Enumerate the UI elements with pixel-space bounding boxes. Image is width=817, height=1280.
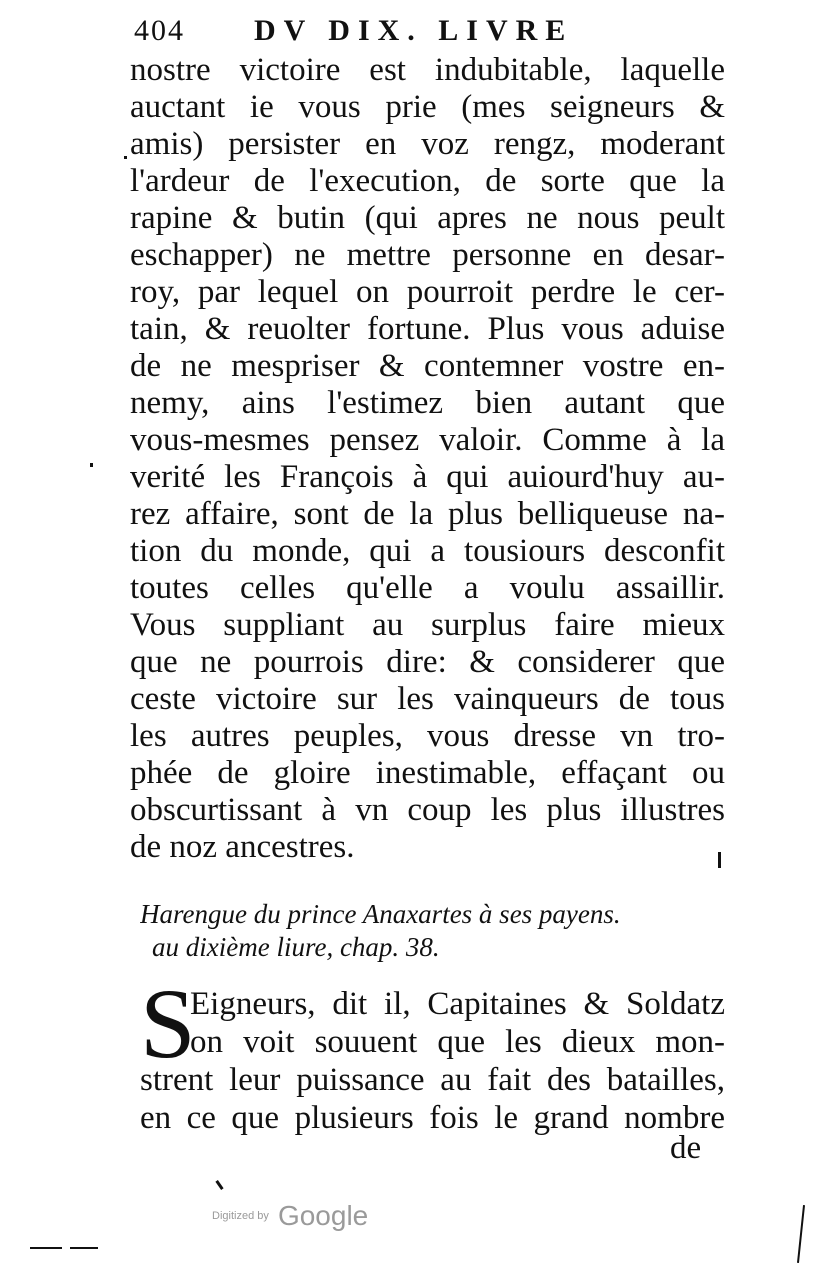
scan-artifact — [124, 156, 127, 159]
text-line: tion du monde, qui a tousiours desconfit — [130, 533, 725, 569]
text-line: Eigneurs, dit il, Capitaines & Soldatz — [190, 986, 725, 1022]
text-line: amis) persister en voz rengz, moderant — [130, 126, 725, 162]
text-line: rez affaire, sont de la plus belliqueuse na- — [130, 496, 725, 532]
text-line: de noz ancestres. — [130, 829, 355, 865]
text-line: roy, par lequel on pourroit perdre le cer- — [130, 274, 725, 310]
digitized-watermark — [212, 1200, 368, 1232]
text-line: l'ardeur de l'execution, de sorte que la — [130, 163, 725, 199]
drop-cap: S — [140, 968, 196, 1079]
text-line: que ne pourrois dire: & considerer que — [130, 644, 725, 680]
speech-paragraph — [140, 968, 725, 1137]
scan-artifact — [797, 1205, 805, 1263]
text-line: les autres peuples, vous dresse vn tro- — [130, 718, 725, 754]
text-line: obscurtissant à vn coup les plus illustres — [130, 792, 725, 828]
text-line: on voit souuent que les dieux mon- — [190, 1024, 725, 1060]
text-line: tain, & reuolter fortune. Plus vous aduise — [130, 311, 725, 347]
text-line: ceste victoire sur les vainqueurs de tous — [130, 681, 725, 717]
heading-line: Harengue du prince Anaxartes à ses payens. — [140, 899, 621, 929]
text-line: strent leur puissance au fait des batailles, — [140, 1062, 725, 1098]
catchword: de — [670, 1130, 702, 1166]
text-line: toutes celles qu'elle a voulu assaillir. — [130, 570, 725, 606]
scan-artifact — [90, 463, 93, 467]
text-line: phée de gloire inestimable, effaçant ou — [130, 755, 725, 791]
scan-artifact — [70, 1247, 98, 1249]
text-line: nostre victoire est indubitable, laquelle — [130, 52, 725, 88]
text-line: eschapper) ne mettre personne en desar- — [130, 237, 725, 273]
watermark-prefix: Digitized by — [212, 1210, 269, 1222]
scan-artifact — [215, 1180, 223, 1190]
text-line: verité les François à qui auiourd'huy au- — [130, 459, 725, 495]
scan-artifact — [718, 852, 721, 868]
text-line: de ne mespriser & contemner vostre en- — [130, 348, 725, 384]
text-line: auctant ie vous prie (mes seigneurs & — [130, 89, 725, 125]
scan-artifact — [30, 1247, 62, 1249]
google-logo: Google — [277, 1200, 369, 1231]
heading-line: au dixième liure, chap. 38. — [152, 932, 440, 962]
body-paragraph — [130, 52, 725, 866]
section-heading — [140, 898, 725, 964]
text-line: rapine & butin (qui apres ne nous peult — [130, 200, 725, 236]
text-line: Vous suppliant au surplus faire mieux — [130, 607, 725, 643]
text-line: vous-mesmes pensez valoir. Comme à la — [130, 422, 725, 458]
running-head: DV DIX. LIVRE — [254, 14, 574, 47]
text-line: en ce que plusieurs fois le grand nombre — [140, 1100, 725, 1136]
text-line: nemy, ains l'estimez bien autant que — [130, 385, 725, 421]
page-number: 404 — [134, 14, 185, 47]
